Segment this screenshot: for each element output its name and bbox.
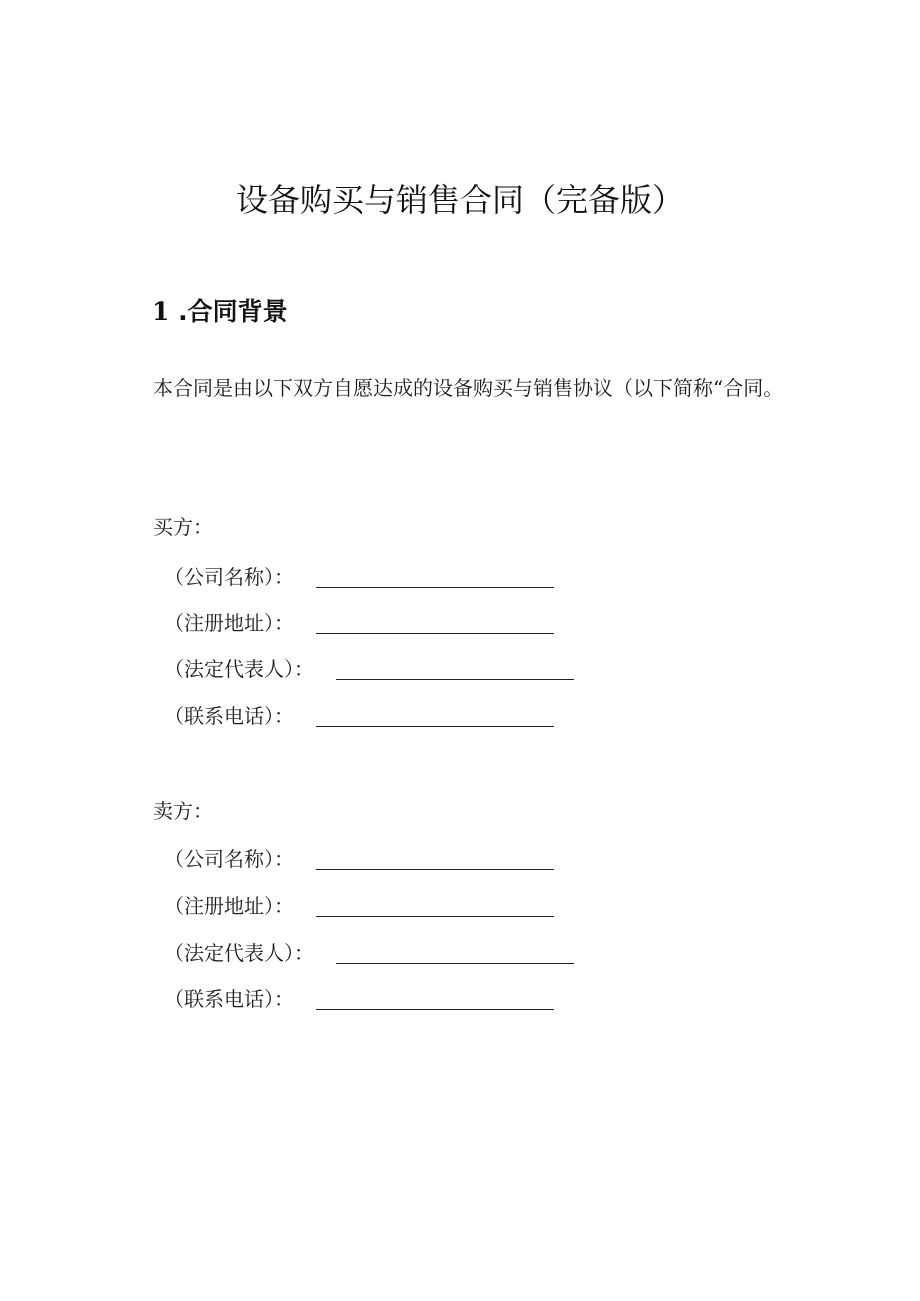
buyer-legal-rep-blank[interactable] xyxy=(336,657,574,680)
intro-paragraph: 本合同是由以下双方自愿达成的设备购买与销售协议（以下简称“合同。 xyxy=(153,376,784,400)
section-heading xyxy=(152,292,288,332)
seller-phone-label: （联系电话）： xyxy=(164,987,294,1011)
buyer-company-name-row xyxy=(164,562,554,592)
buyer-address-blank[interactable] xyxy=(316,611,554,634)
buyer-label: 买方： xyxy=(153,515,213,539)
buyer-legal-rep-label: （法定代表人）： xyxy=(164,657,314,681)
buyer-legal-rep-row xyxy=(164,654,574,684)
seller-company-name-blank[interactable] xyxy=(316,847,554,870)
section-title: .合同背景 xyxy=(178,297,288,326)
section-number: 1 xyxy=(152,297,170,326)
buyer-phone-blank[interactable] xyxy=(316,704,554,727)
seller-company-name-label: （公司名称）： xyxy=(164,847,294,871)
buyer-phone-label: （联系电话）： xyxy=(164,704,294,728)
buyer-phone-row xyxy=(164,701,554,731)
seller-legal-rep-row xyxy=(164,938,574,968)
buyer-company-name-label: （公司名称）： xyxy=(164,565,294,589)
seller-legal-rep-blank[interactable] xyxy=(336,941,574,964)
document-title: 设备购买与销售合同（完备版） xyxy=(235,181,684,219)
seller-legal-rep-label: （法定代表人）： xyxy=(164,941,314,965)
seller-phone-row xyxy=(164,984,554,1014)
buyer-address-row xyxy=(164,608,554,638)
seller-company-name-row xyxy=(164,844,554,874)
seller-address-blank[interactable] xyxy=(316,894,554,917)
seller-address-row xyxy=(164,891,554,921)
seller-address-label: （注册地址）： xyxy=(164,894,294,918)
buyer-address-label: （注册地址）： xyxy=(164,611,294,635)
seller-phone-blank[interactable] xyxy=(316,987,554,1010)
seller-label: 卖方： xyxy=(153,799,213,823)
buyer-company-name-blank[interactable] xyxy=(316,565,554,588)
